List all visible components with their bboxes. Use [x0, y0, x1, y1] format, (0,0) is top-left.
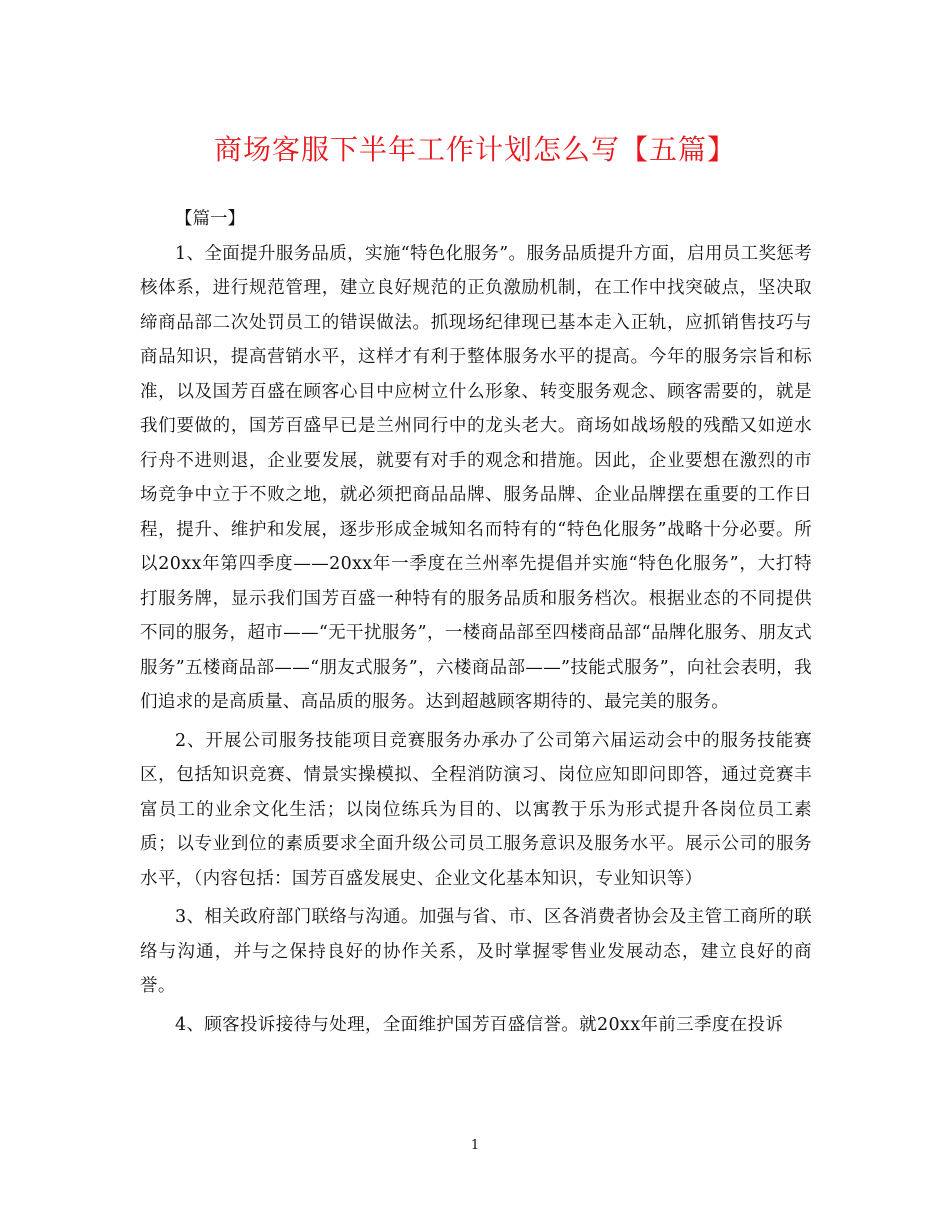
- document-body: [140, 202, 812, 1046]
- paragraph-2: 2、开展公司服务技能项目竞赛服务办承办了公司第六届运动会中的服务技能赛区，包括知识竞赛、情景实操模拟、全程消防演习、岗位应知即问即答，通过竞赛丰富员工的业余文化生活；以岗位练兵为目的、以寓教于乐为形式提升各岗位员工素质；以专业到位的素质要求全面升级公司员工服务意识及服务水平。展示公司的服务水平，（内容包括：国芳百盛发展史、企业文化基本知识，专业知识等）: [140, 730, 812, 889]
- paragraph-4: 4、顾客投诉接待与处理，全面维护国芳百盛信誉。就20xx年前三季度在投诉: [175, 1014, 784, 1035]
- paragraph-3: 3、相关政府部门联络与沟通。加强与省、市、区各消费者协会及主管工商所的联络与沟通，并与之保持良好的协作关系，及时掌握零售业发展动态，建立良好的商誉。: [140, 907, 812, 996]
- paragraph-1: 1、全面提升服务品质，实施“特色化服务”。服务品质提升方面，启用员工奖惩考核体系，进行规范管理，建立良好规范的正负激励机制，在工作中找突破点，坚决取缔商品部二次处罚员工的错误做法。抓现场纪律现已基本走入正轨，应抓销售技巧与商品知识，提高营销水平，这样才有利于整体服务水平的提高。今年的服务宗旨和标准，以及国芳百盛在顾客心目中应树立什么形象、转变服务观念、顾客需要的，就是我们要做的，国芳百盛早已是兰州同行中的龙头老大。商场如战场般的残酷又如逆水行舟不进则退，企业要发展，就要有对手的观念和措施。因此，企业要想在激烈的市场竞争中立于不败之地，就必须把商品品牌、服务品牌、企业品牌摆在重要的工作日程，提升、维护和发展，逐步形成金城知名而特有的“特色化服务”战略十分必要。所以20xx年第四季度——20xx年一季度在兰州率先提倡并实施“特色化服务”，大打特打服务牌，显示我们国芳百盛一种特有的服务品质和服务档次。根据业态的不同提供不同的服务，超市——“无干扰服务”，一楼商品部至四楼商品部“品牌化服务、朋友式服务”五楼商品部——“朋友式服务”，六楼商品部——”技能式服务”，向社会表明，我们追求的是高质量、高品质的服务。达到超越顾客期待的、最完美的服务。: [140, 243, 812, 712]
- section-label: 【篇一】: [175, 209, 245, 229]
- page-number: 1: [470, 1138, 480, 1153]
- document-title: 商场客服下半年工作计划怎么写【五篇】: [213, 133, 736, 166]
